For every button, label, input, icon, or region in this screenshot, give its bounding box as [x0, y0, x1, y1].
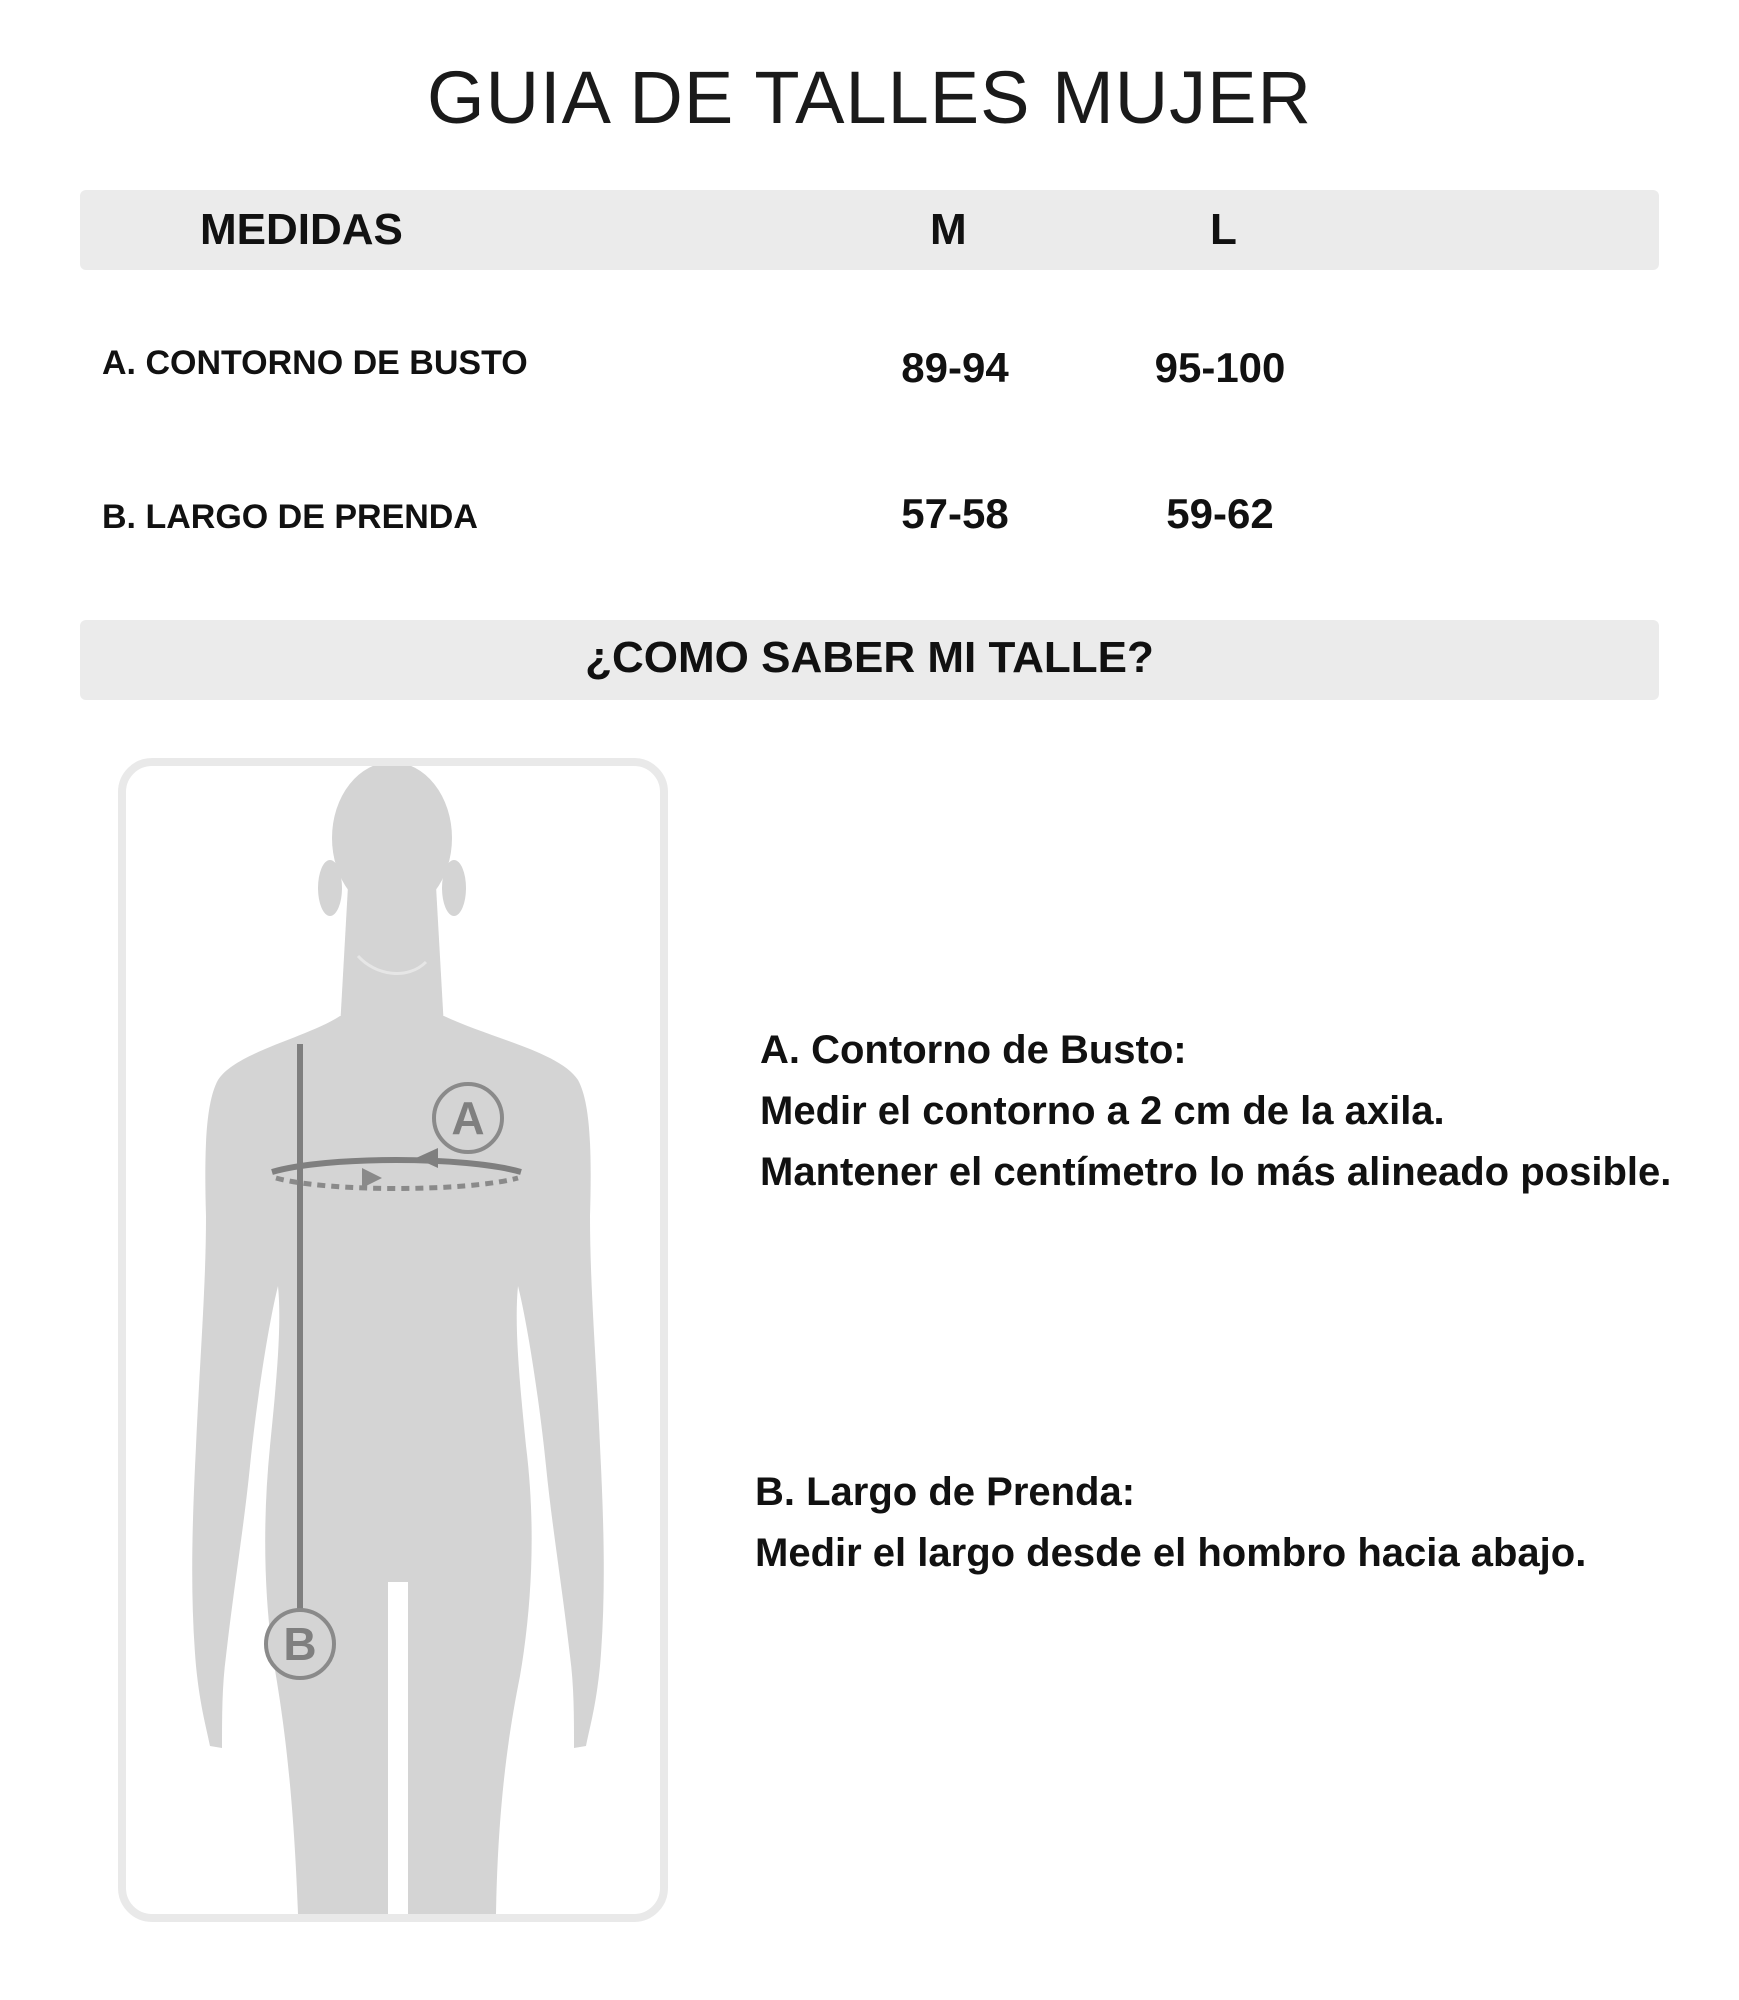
row-busto-m: 89-94 — [901, 344, 1009, 391]
instruction-b — [755, 1462, 1586, 1584]
header-size-m: M — [930, 205, 967, 254]
instruction-b-line1: Medir el largo desde el hombro hacia abajo. — [755, 1531, 1587, 1575]
header-medidas: MEDIDAS — [200, 205, 403, 254]
row-label-busto: A. CONTORNO DE BUSTO — [102, 344, 528, 382]
marker-a-label: A — [451, 1092, 485, 1144]
instruction-a-line1: Medir el contorno a 2 cm de la axila. — [760, 1089, 1445, 1133]
instruction-a-line2: Mantener el centímetro lo más alineado posible. — [760, 1150, 1672, 1194]
female-body-silhouette-icon — [126, 766, 660, 1914]
instruction-b-title: B. Largo de Prenda: — [755, 1470, 1136, 1514]
marker-b-label: B — [283, 1618, 317, 1670]
row-largo-l: 59-62 — [1166, 490, 1274, 537]
row-label-largo: B. LARGO DE PRENDA — [102, 498, 478, 536]
how-to-heading: ¿COMO SABER MI TALLE? — [585, 633, 1154, 682]
instruction-a — [760, 1020, 1671, 1203]
page-title: GUIA DE TALLES MUJER — [427, 56, 1312, 139]
body-figure-frame — [118, 758, 668, 1922]
header-size-l: L — [1210, 205, 1237, 254]
row-largo-m: 57-58 — [901, 490, 1009, 537]
instruction-a-title: A. Contorno de Busto: — [760, 1028, 1187, 1072]
row-busto-l: 95-100 — [1154, 344, 1286, 391]
